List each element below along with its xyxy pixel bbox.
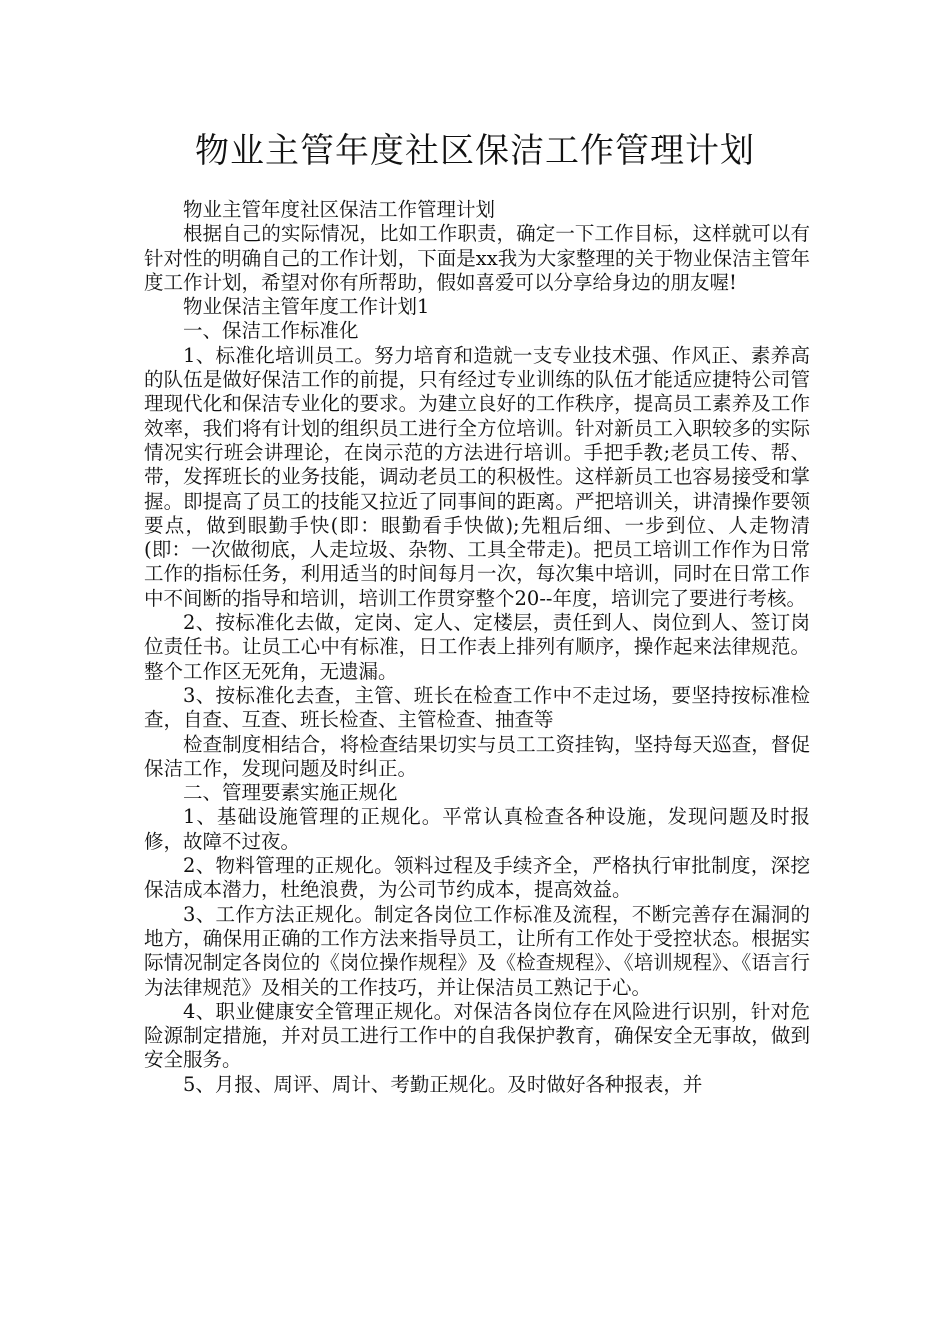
paragraph-item: 4、职业健康安全管理正规化。对保洁各岗位存在风险进行识别，针对危险源制定措施，并对员工进行工作中的自我保护教育，确保安全无事故，做到安全服务。 — [144, 999, 810, 1072]
section-heading-plan-1: 物业保洁主管年度工作计划1 — [183, 295, 430, 319]
paragraph-item: 2、按标准化去做，定岗、定人、定楼层，责任到人、岗位到人、签订岗位责任书。让员工心中有标准，日工作表上排列有顺序，操作起来法律规范。整个工作区无死角，无遗漏。 — [144, 611, 810, 683]
paragraph-item: 检查制度相结合，将检查结果切实与员工工资挂钩，坚持每天巡查，督促保洁工作，发现问题及时纠正。 — [144, 732, 810, 780]
paragraph-subtitle: 物业主管年度社区保洁工作管理计划 — [183, 198, 496, 221]
paragraph-item: 3、工作方法正规化。制定各岗位工作标准及流程，不断完善存在漏洞的地方，确保用正确的工作方法来指导员工，让所有工作处于受控状态。根据实际情况制定各岗位的《岗位操作规程》及《检查规程》、《培训规程》、《语言行为法律规范》及相关的工作技巧，并让保洁员工熟记于心。 — [144, 902, 810, 999]
section-heading-management: 二、管理要素实施正规化 — [183, 781, 398, 805]
document-body — [144, 198, 810, 1097]
paragraph-item: 5、月报、周评、周计、考勤正规化。及时做好各种报表，并 — [183, 1072, 703, 1096]
paragraph-item: 2、物料管理的正规化。领料过程及手续齐全，严格执行审批制度，深挖保洁成本潜力，杜绝浪费，为公司节约成本，提高效益。 — [144, 854, 810, 902]
document-title: 物业主管年度社区保洁工作管理计划 — [195, 131, 755, 171]
paragraph-item: 3、按标准化去查，主管、班长在检查工作中不走过场，要坚持按标准检查，自查、互查、班长检查、主管检查、抽查等 — [144, 683, 810, 732]
section-heading-standardization: 一、保洁工作标准化 — [183, 319, 359, 343]
paragraph-item: 1、基础设施管理的正规化。平常认真检查各种设施，发现问题及时报修，故障不过夜。 — [144, 805, 810, 853]
paragraph-intro: 根据自己的实际情况，比如工作职责，确定一下工作目标，这样就可以有针对性的明确自己的工作计划，下面是xx我为大家整理的关于物业保洁主管年度工作计划，希望对你有所帮助，假如喜爱可以分享给身边的朋友喔! — [144, 222, 810, 294]
paragraph-item: 1、标准化培训员工。努力培育和造就一支专业技术强、作风正、素养高的队伍是做好保洁工作的前提，只有经过专业训练的队伍才能适应捷特公司管理现代化和保洁专业化的要求。为建立良好的工作秩序，提高员工素养及工作效率，我们将有计划的组织员工进行全方位培训。针对新员工入职较多的实际情况实行班会讲理论，在岗示范的方法进行培训。手把手教;老员工传、帮、带，发挥班长的业务技能，调动老员工的积极性。这样新员工也容易接受和掌握。即提高了员工的技能又拉近了同事间的距离。严把培训关，讲清操作要领要点，做到眼勤手快(即：眼勤看手快做);先粗后细、一步到位、人走物清(即：一次做彻底，人走垃圾、杂物、工具全带走)。把员工培训工作作为日常工作的指标任务，利用适当的时间每月一次，每次集中培训，同时在日常工作中不间断的指导和培训，培训工作贯穿整个20--年度，培训完了要进行考核。 — [144, 343, 810, 610]
